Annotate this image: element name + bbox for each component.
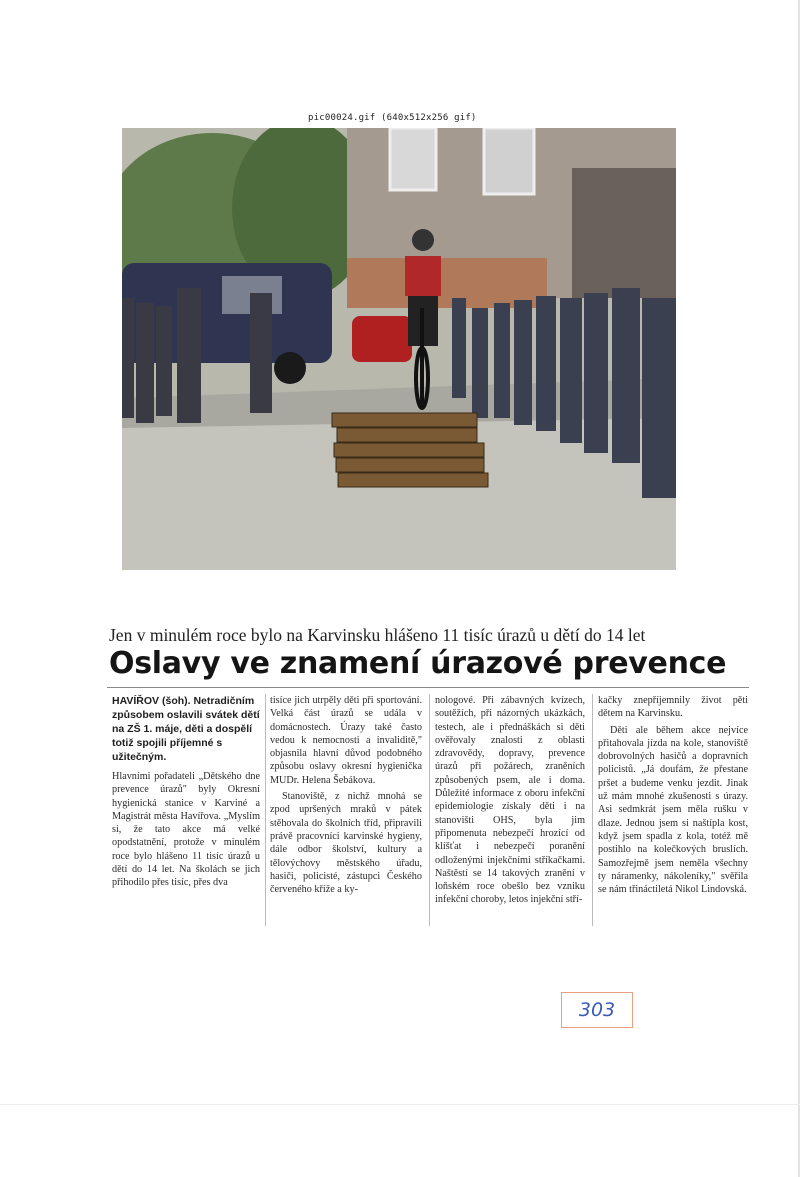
headline-rule — [107, 687, 749, 688]
article-photo — [122, 128, 676, 570]
article-subheadline: Jen v minulém roce bylo na Karvinsku hlášeno 11 tisíc úrazů u dětí do 14 let — [109, 625, 646, 645]
article-column-4 — [598, 694, 748, 899]
column-paragraph: tisíce jich utrpěly děti při sportování. Velká část úrazů se udála v domácnostech. Úrazy také často vedou k nemocnosti a invaliditě," objasnila hlavní důvod podobného způsobu oslavy okresní hygienička MUDr. Helena Šebákova. — [270, 695, 422, 786]
column-paragraph: nologové. Při zábavných kvízech, soutěžích, při názorných ukázkách, testech, ale i přednáškách si děti ověřovaly znalosti z oblasti zdravovědy, dopravy, prevence úrazů při požárech, zraněních způsobených psem, ale i doma. Důležité informace z oboru infekční epidemiologie získaly děti i na stanovišti OHS, byla jim připomenuta nebezpečí hrozící od klíšťat i nebezpečí poranění odloženými injekčními stříkačkami. Naštěstí se 14 takových zranění v loňském roce obešlo bez vzniku infekční choroby, letos injekční stří- — [435, 695, 585, 906]
column-divider — [265, 694, 266, 926]
scan-edge-line — [0, 1104, 800, 1105]
article-lead: HAVÍŘOV (šoh). Netradičním způsobem oslavili svátek dětí na ZŠ 1. máje, děti a dospělí totiž spojili příjemné s užitečným. — [112, 695, 260, 763]
column-paragraph: Děti ale během akce nejvíce přitahovala jízda na kole, stanoviště dobrovolných hasičů a dopravních policistů. „Já doufám, že přestane pršet a budeme venku jezdit. Jinak už mám mnohé zkušenosti s úrazy. Asi sedmkrát jsem měla rušku v dlaze. Jednou jsem si naštípla kost, když jsem spadla z kola, totéž mě postihlo na kolečkových bruslích. Samozřejmě jsem neměla všechny ty náramenky, nákoleníky," svěřila se nám třináctiletá Nikol Lindovská. — [598, 724, 748, 896]
column-divider — [429, 694, 430, 926]
column-divider — [592, 694, 593, 926]
column-paragraph: Hlavními pořadateli „Dětského dne prevence úrazů" byly Okresní hygienická stanice v Karviné a Magistrát města Havířova. „Myslím si, že tato akce má velké opodstatnění, protože v minulém roce bylo hlášeno 11 tisíc úrazů u dětí do 14 let. Na školách se jich přihodilo přes tisíc, přes dva — [112, 771, 260, 889]
photo-bike-demonstration — [122, 128, 676, 570]
article-column-3 — [435, 694, 585, 910]
article-column-2 — [270, 694, 422, 899]
handwritten-page-number: 303 — [561, 992, 633, 1028]
column-paragraph: Stanoviště, z nichž mnohá se zpod upršených mraků v pátek stěhovala do školních tříd, připravili právě pracovníci karvinské hygieny, dále odbor školství, kultury a tělovýchovy městského úřadu, hasiči, policisté, zástupci Českého červeného kříže a ky- — [270, 791, 422, 896]
image-caption: pic00024.gif (640x512x256 gif) — [308, 113, 477, 123]
column-paragraph: kačky znepříjemnily život pěti dětem na Karvinsku. — [598, 695, 748, 720]
article-column-1 — [112, 694, 260, 893]
article-headline: Oslavy ve znamení úrazové prevence — [109, 646, 727, 681]
